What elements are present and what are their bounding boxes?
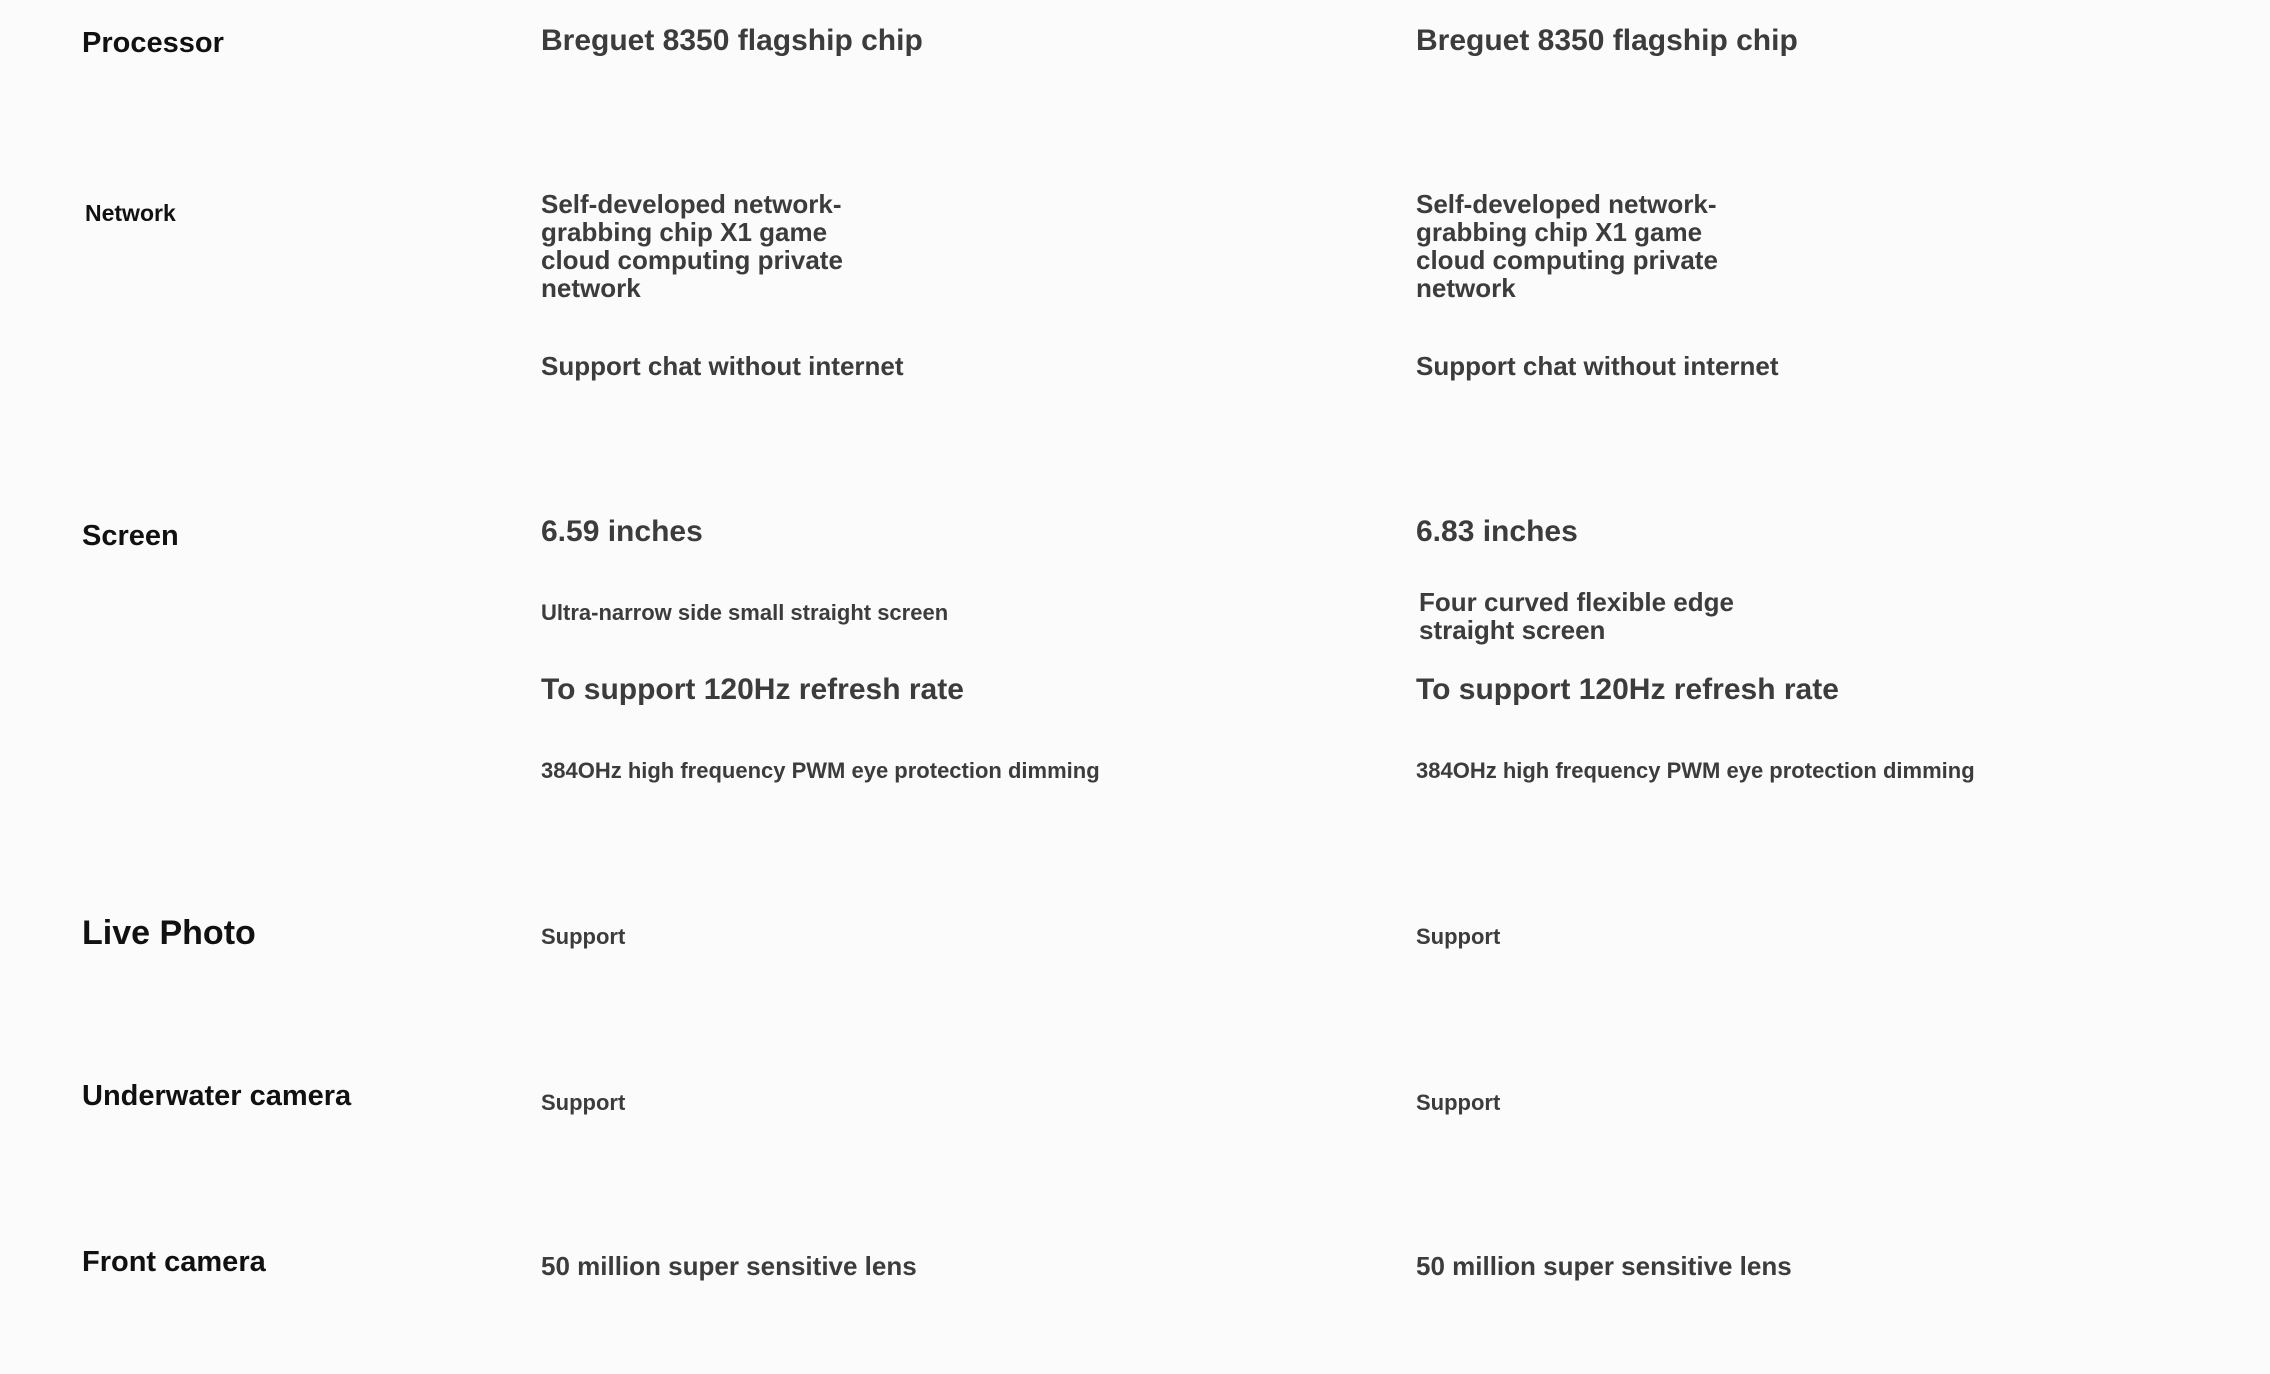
processor-value-left: Breguet 8350 flagship chip <box>541 24 923 57</box>
underwater-camera-right: Support <box>1416 1090 1501 1115</box>
screen-size-right: 6.83 inches <box>1416 515 1578 548</box>
row-label-screen: Screen <box>82 520 179 552</box>
screen-pwm-right: 384OHz high frequency PWM eye protection dimming <box>1416 758 1975 783</box>
screen-refresh-right: To support 120Hz refresh rate <box>1416 673 1839 706</box>
live-photo-left: Support <box>541 924 626 949</box>
network-chat-right: Support chat without internet <box>1416 351 1779 381</box>
screen-size-left: 6.59 inches <box>541 515 703 548</box>
screen-pwm-left: 384OHz high frequency PWM eye protection dimming <box>541 758 1100 783</box>
row-label-processor: Processor <box>82 27 224 59</box>
front-camera-left: 50 million super sensitive lens <box>541 1251 917 1281</box>
row-label-underwater-camera: Underwater camera <box>82 1080 352 1112</box>
row-label-network: Network <box>85 200 176 226</box>
network-chat-left: Support chat without internet <box>541 351 904 381</box>
screen-type-left: Ultra-narrow side small straight screen <box>541 600 949 625</box>
live-photo-right: Support <box>1416 924 1501 949</box>
screen-refresh-left: To support 120Hz refresh rate <box>541 673 964 706</box>
row-label-live-photo: Live Photo <box>82 914 256 952</box>
network-chip-right: Self-developed network-grabbing chip X1 game cloud computing private network <box>1416 189 1718 303</box>
screen-type-right: Four curved flexible edge straight screen <box>1419 587 1734 645</box>
front-camera-right: 50 million super sensitive lens <box>1416 1251 1792 1281</box>
row-label-front-camera: Front camera <box>82 1246 266 1278</box>
network-chip-left: Self-developed network-grabbing chip X1 game cloud computing private network <box>541 189 843 303</box>
underwater-camera-left: Support <box>541 1090 626 1115</box>
processor-value-right: Breguet 8350 flagship chip <box>1416 24 1798 57</box>
